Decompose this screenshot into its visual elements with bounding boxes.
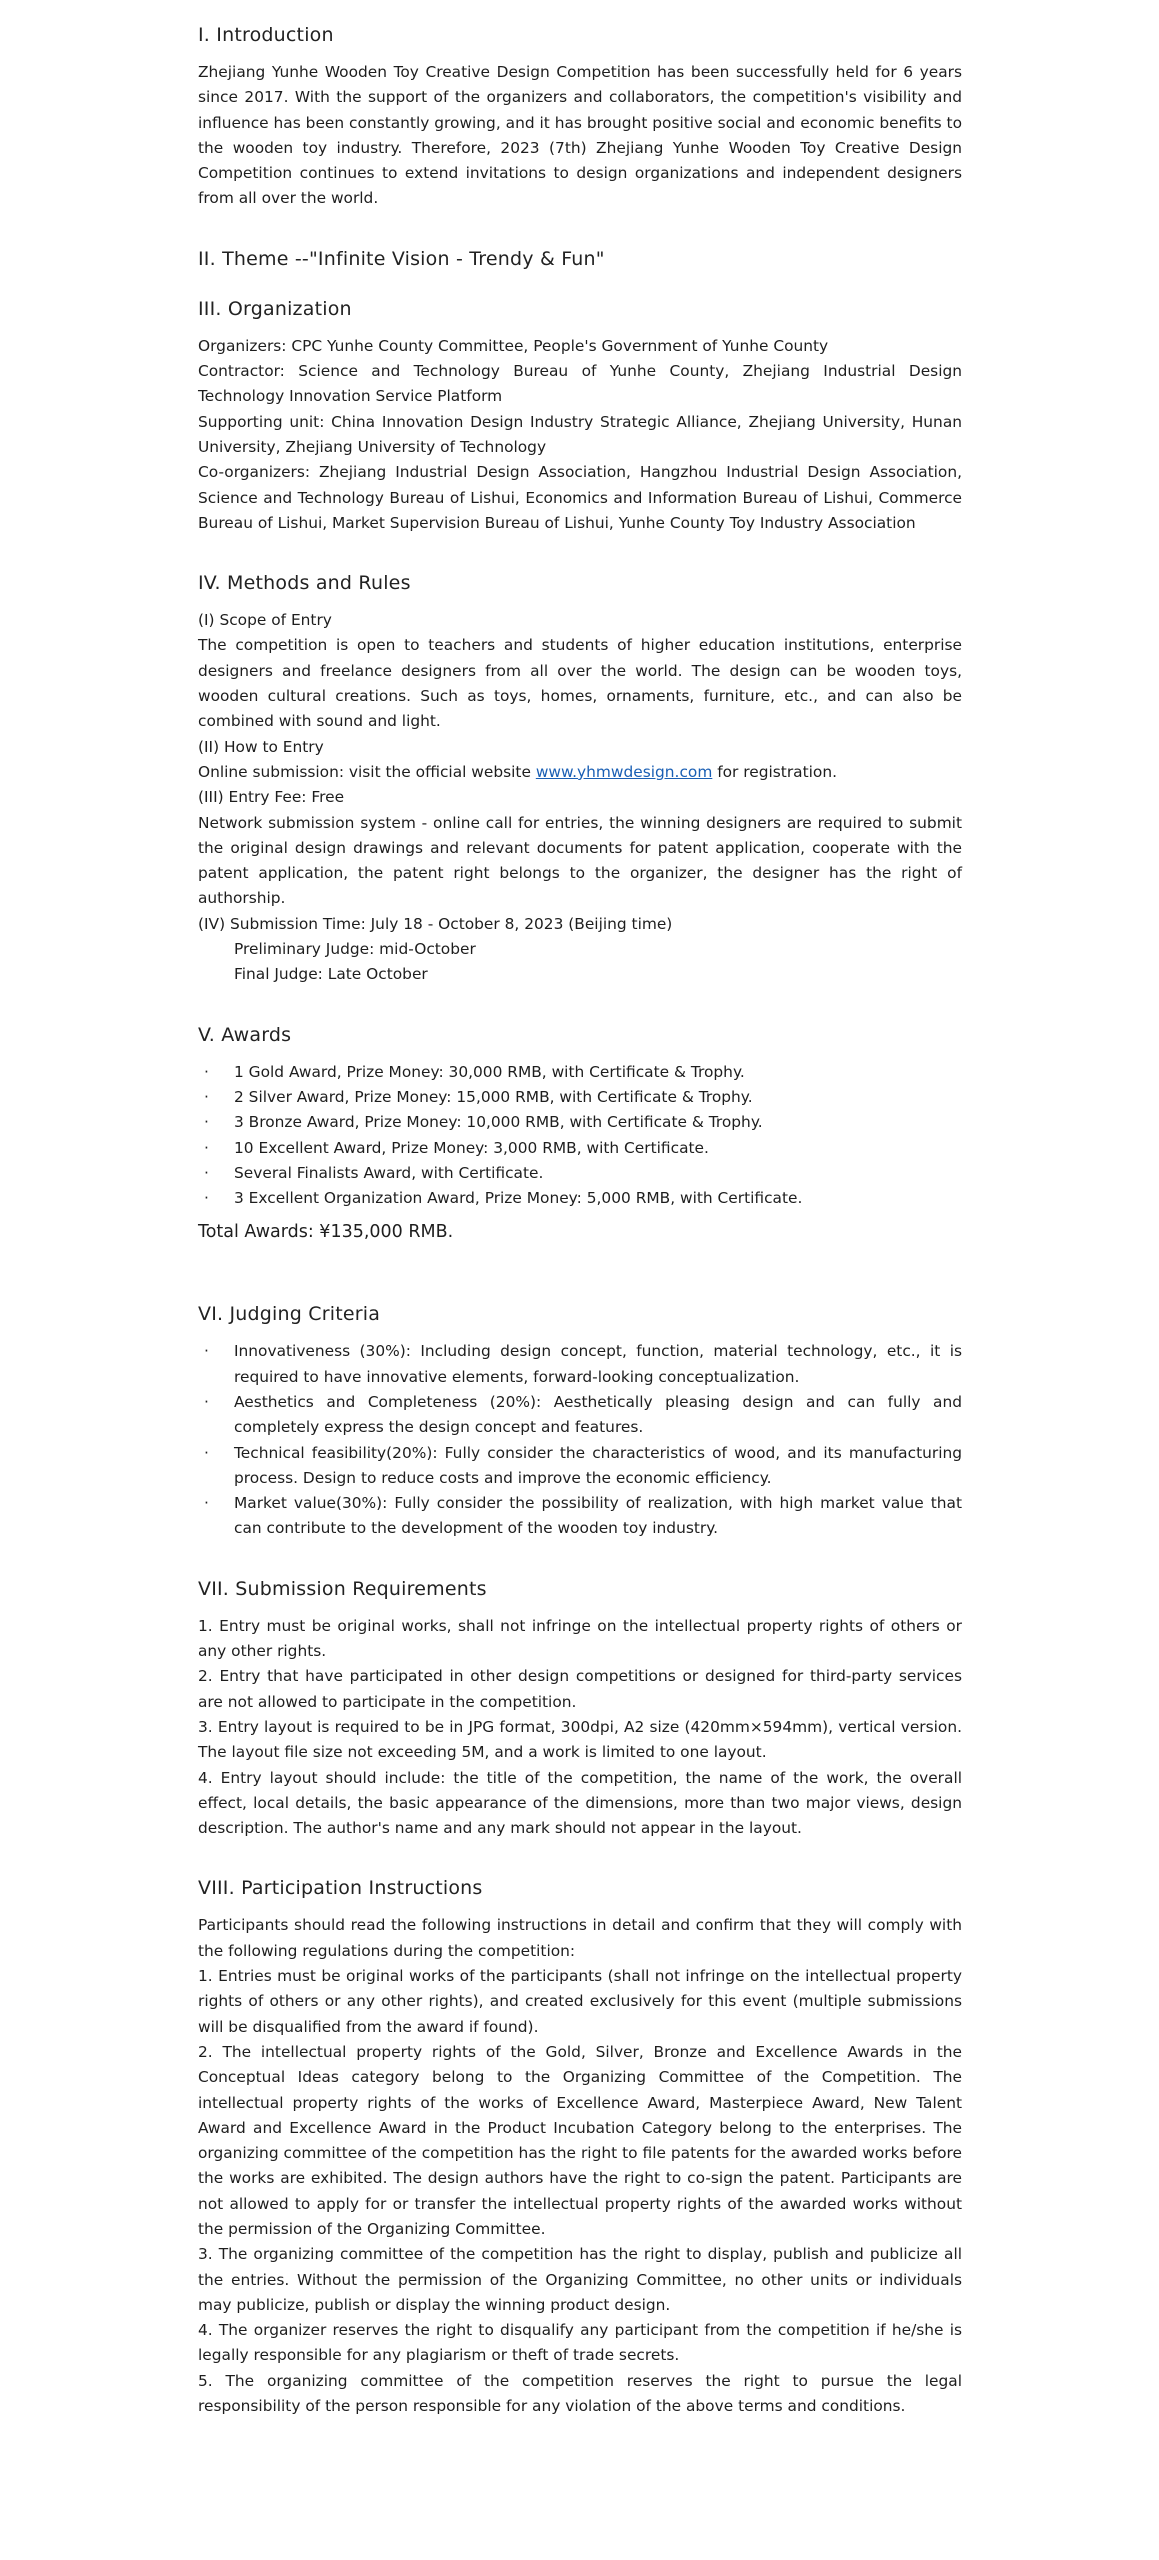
section-heading: VIII. Participation Instructions xyxy=(198,1877,483,1900)
section-heading: II. Theme --"Infinite Vision - Trendy & Fun" xyxy=(198,247,605,270)
list-item: · 2 Silver Award, Prize Money: 15,000 RMB, with Certificate & Trophy. xyxy=(198,1085,962,1110)
bullet-icon: · xyxy=(204,1113,209,1132)
requirement-item: 4. Entry layout should include: the title of the competition, the name of the work, the overall effect, local details, the basic appearance of the dimensions, more than two major views, design description. The author's name and any mark should not appear in the layout. xyxy=(198,1768,962,1838)
introduction-body: Zhejiang Yunhe Wooden Toy Creative Design Competition has been successfully held for 6 years since 2017. With the support of the organizers and collaborators, the competition's visibility and influence has been constantly growing, and it has brought positive social and economic benefits to the wooden toy industry. Therefore, 2023 (7th) Zhejiang Yunhe Wooden Toy Creative Design Competition continues to extend invitations to design organizations and independent designers from all over the world. xyxy=(198,63,962,208)
section-participation-instructions xyxy=(198,1875,962,2419)
instruction-item: 3. The organizing committee of the competition has the right to display, publish and publicize all the entries. Without the permission of the Organizing Committee, no other units or individuals may publicize, publish or display the winning product design. xyxy=(198,2245,962,2314)
co-organizers-line: Co-organizers: Zhejiang Industrial Design Association, Hangzhou Industrial Design Association, Science and Technology Bureau of Lishui, Economics and Information Bureau of Lishui, Commerce Bureau of Lishui, Market Supervision Bureau of Lishui, Yunhe County Toy Industry Association xyxy=(198,463,962,532)
final-judge-line: Final Judge: Late October xyxy=(234,965,428,984)
list-item: · 1 Gold Award, Prize Money: 30,000 RMB, with Certificate & Trophy. xyxy=(198,1060,962,1085)
entry-fee-title: (III) Entry Fee: Free xyxy=(198,788,345,807)
online-submission-suffix: for registration. xyxy=(712,762,837,781)
instruction-item: 4. The organizer reserves the right to disqualify any participant from the competition if he/she is legally responsible for any plagiarism or theft of trade secrets. xyxy=(198,2321,962,2365)
section-methods-rules xyxy=(198,570,962,987)
section-organization xyxy=(198,296,962,536)
criteria-list xyxy=(198,1339,962,1541)
scope-title: (I) Scope of Entry xyxy=(198,611,332,630)
section-awards xyxy=(198,1022,962,1246)
contractor-line: Contractor: Science and Technology Bureau of Yunhe County, Zhejiang Industrial Design Technology Innovation Service Platform xyxy=(198,362,962,406)
awards-list xyxy=(198,1060,962,1212)
organizers-line: Organizers: CPC Yunhe County Committee, People's Government of Yunhe County xyxy=(198,336,829,355)
bullet-icon: · xyxy=(204,1138,209,1157)
list-item: · Market value(30%): Fully consider the possibility of realization, with high market value that can contribute to the development of the wooden toy industry. xyxy=(198,1491,962,1542)
how-to-entry-title: (II) How to Entry xyxy=(198,737,324,756)
instruction-item: 1. Entries must be original works of the participants (shall not infringe on the intellectual property rights of others or any other rights), and created exclusively for this event (multiple submissions will be disqualified from the award if found). xyxy=(198,1967,962,2036)
section-submission-requirements xyxy=(198,1576,962,1842)
official-website-link[interactable]: www.yhmwdesign.com xyxy=(535,762,713,781)
section-theme xyxy=(198,246,962,272)
bullet-icon: · xyxy=(204,1443,209,1462)
requirement-item: 1. Entry must be original works, shall not infringe on the intellectual property rights of others or any other rights. xyxy=(198,1616,962,1661)
list-item: · Innovativeness (30%): Including design concept, function, material technology, etc., it is required to have innovative elements, forward-looking conceptualization. xyxy=(198,1339,962,1390)
list-item: · Aesthetics and Completeness (20%): Aesthetically pleasing design and can fully and completely express the design concept and features. xyxy=(198,1390,962,1441)
requirement-item: 2. Entry that have participated in other design competitions or designed for third-party services are not allowed to participate in the competition. xyxy=(198,1667,962,1711)
bullet-icon: · xyxy=(204,1342,209,1361)
bullet-icon: · xyxy=(204,1494,209,1513)
section-heading: VI. Judging Criteria xyxy=(198,1303,381,1326)
entry-fee-body: Network submission system - online call for entries, the winning designers are required to submit the original design drawings and relevant documents for patent application, cooperate with the patent application, the patent right belongs to the organizer, the designer has the right of authorship. xyxy=(198,813,962,908)
online-submission-prefix: Online submission: visit the official website xyxy=(198,762,536,781)
list-item: · 3 Excellent Organization Award, Prize Money: 5,000 RMB, with Certificate. xyxy=(198,1186,962,1211)
supporting-unit-line: Supporting unit: China Innovation Design Industry Strategic Alliance, Zhejiang University, Hunan University, Zhejiang University of Technology xyxy=(198,412,962,456)
section-heading: III. Organization xyxy=(198,297,352,320)
submission-time-title: (IV) Submission Time: July 18 - October 8, 2023 (Beijing time) xyxy=(198,914,673,933)
section-introduction xyxy=(198,22,962,212)
list-item: · 10 Excellent Award, Prize Money: 3,000 RMB, with Certificate. xyxy=(198,1136,962,1161)
bullet-icon: · xyxy=(204,1062,209,1081)
online-submission-line xyxy=(198,760,962,785)
section-heading: IV. Methods and Rules xyxy=(198,572,411,595)
list-item: · 3 Bronze Award, Prize Money: 10,000 RMB, with Certificate & Trophy. xyxy=(198,1110,962,1135)
list-item: · Technical feasibility(20%): Fully consider the characteristics of wood, and its manufacturing process. Design to reduce costs and improve the economic efficiency. xyxy=(198,1441,962,1492)
bullet-icon: · xyxy=(204,1392,209,1411)
requirement-item: 3. Entry layout is required to be in JPG format, 300dpi, A2 size (420mm×594mm), vertical version. The layout file size not exceeding 5M, and a work is limited to one layout. xyxy=(198,1717,962,1762)
instructions-intro: Participants should read the following instructions in detail and confirm that they will comply with the following regulations during the competition: xyxy=(198,1916,962,1960)
document-page xyxy=(198,22,962,2419)
bullet-icon: · xyxy=(204,1087,209,1106)
scope-body: The competition is open to teachers and students of higher education institutions, enterprise designers and freelance designers from all over the world. The design can be wooden toys, wooden cultural creations. Such as toys, homes, ornaments, furniture, etc., and can also be combined with sound and light. xyxy=(198,636,962,731)
preliminary-judge-line: Preliminary Judge: mid-October xyxy=(234,940,476,959)
total-awards: Total Awards: ¥135,000 RMB. xyxy=(198,1222,454,1243)
section-heading: V. Awards xyxy=(198,1023,292,1046)
bullet-icon: · xyxy=(204,1189,209,1208)
section-heading: I. Introduction xyxy=(198,24,334,46)
section-judging-criteria xyxy=(198,1301,962,1541)
bullet-icon: · xyxy=(204,1163,209,1182)
section-heading: VII. Submission Requirements xyxy=(198,1577,487,1600)
list-item: · Several Finalists Award, with Certificate. xyxy=(198,1161,962,1186)
instruction-item: 5. The organizing committee of the competition reserves the right to pursue the legal responsibility of the person responsible for any violation of the above terms and conditions. xyxy=(198,2371,962,2416)
instruction-item: 2. The intellectual property rights of the Gold, Silver, Bronze and Excellence Awards in the Conceptual Ideas category belong to the Organizing Committee of the Competition. The intellectual property rights of the works of Excellence Award, Masterpiece Award, New Talent Award and Excellence Award in the Product Incubation Category belong to the enterprises. The organizing committee of the competition has the right to file patents for the awarded works before the works are exhibited. The design authors have the right to co-sign the patent. Participants are not allowed to apply for or transfer the intellectual property rights of the awarded works without the permission of the Organizing Committee. xyxy=(198,2042,962,2238)
